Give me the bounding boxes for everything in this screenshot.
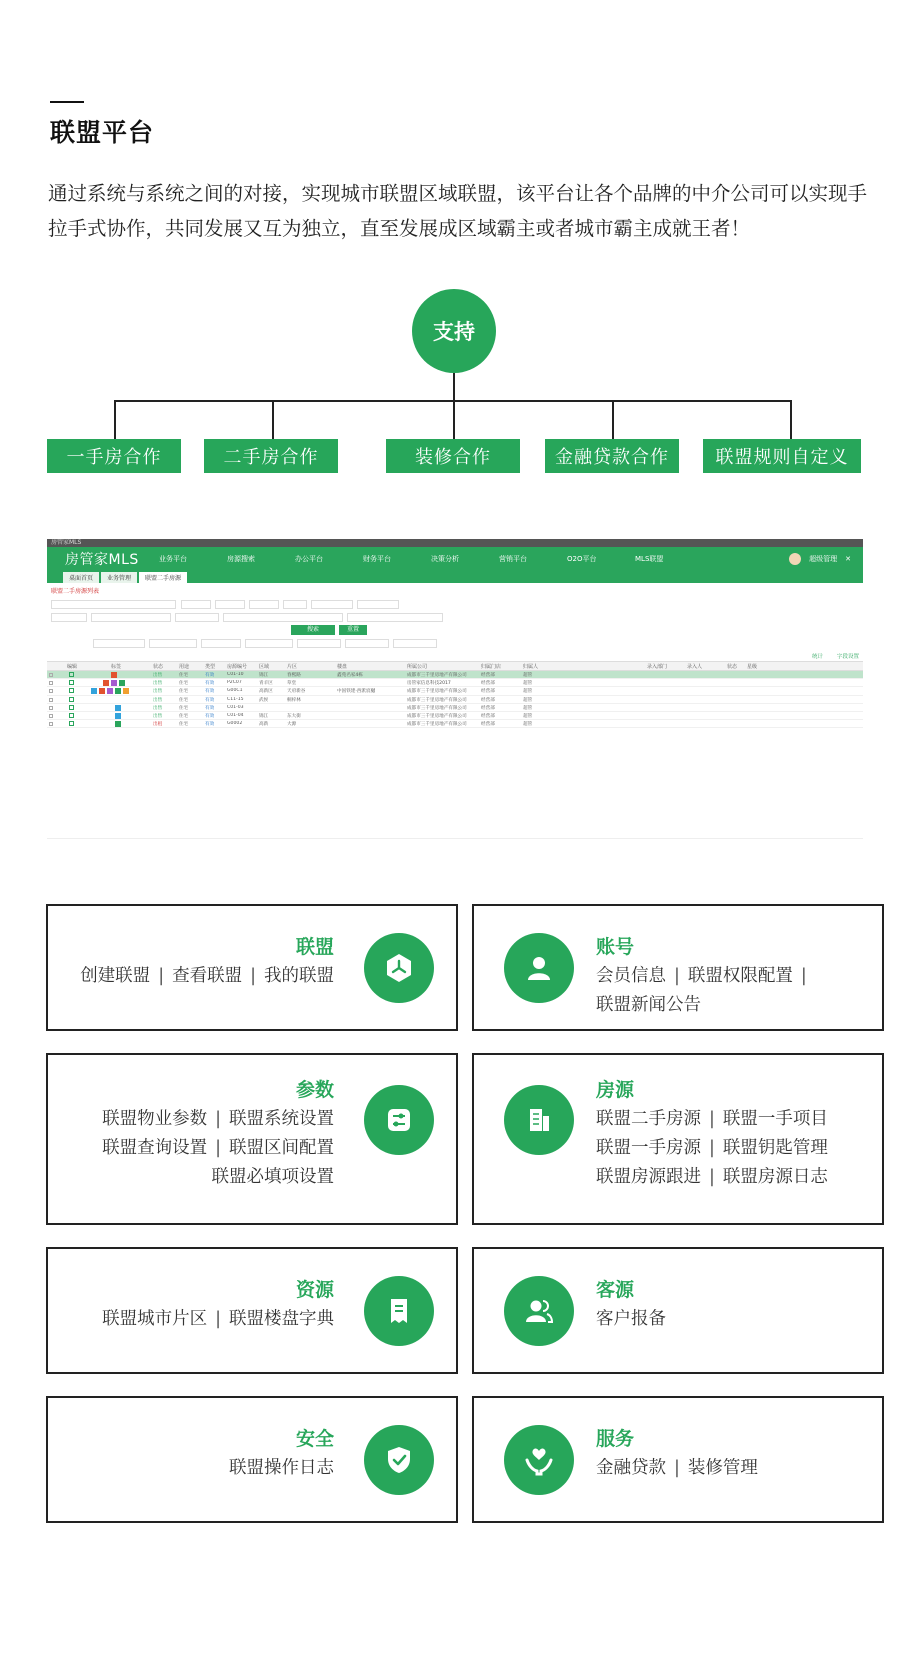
cell: 超管 (523, 689, 533, 695)
field-settings-link[interactable]: 字段设置 (836, 654, 859, 660)
cell: 经营部 (481, 713, 495, 719)
card-links: 创建联盟 | 查看联盟 | 我的联盟 (80, 966, 334, 986)
filter-field[interactable] (393, 639, 437, 648)
edit-icon[interactable] (69, 697, 74, 702)
card-title: 客源 (596, 1279, 635, 1301)
cell: C11-15 (227, 696, 244, 702)
cell: 高新区 (259, 689, 273, 695)
cell: C01-04 (227, 712, 244, 718)
cell: 超管 (523, 673, 533, 678)
radio-group[interactable] (51, 626, 201, 635)
search-button[interactable]: 搜索 (291, 625, 335, 635)
card-title: 房源 (596, 1079, 635, 1101)
cell: 鑫苑名家4栋 (337, 673, 363, 678)
card-links: 联盟二手房源 | 联盟一手项目 联盟一手房源 | 联盟钥匙管理 联盟房源跟进 | 联盟房源日志 (596, 1109, 828, 1187)
cell: 住宅 (179, 681, 189, 687)
tag-badge (123, 688, 129, 694)
link[interactable]: 联盟房源日志 (722, 1167, 828, 1187)
card-links (229, 1454, 334, 1483)
cell: 出售 (153, 705, 163, 711)
tree-node-second-house: 二手房合作 (204, 439, 338, 473)
column-header[interactable]: 楼盘 (337, 664, 348, 670)
filter-select[interactable] (175, 613, 219, 622)
nav-item[interactable]: 办公平台 (295, 555, 323, 563)
table-body (47, 671, 863, 728)
cell: 有效 (205, 697, 215, 703)
filter-select[interactable] (311, 600, 353, 609)
card-parameters (46, 1053, 458, 1225)
column-header[interactable]: 归属门店 (481, 664, 502, 670)
filter-field[interactable] (297, 639, 341, 648)
filter-select[interactable] (347, 613, 443, 622)
app-screenshot (47, 539, 863, 839)
users-icon (504, 1276, 574, 1346)
link[interactable]: 联盟一手项目 (722, 1109, 828, 1129)
table-row[interactable] (47, 704, 863, 712)
filter-field[interactable] (181, 600, 211, 609)
cell: 高新 (259, 722, 269, 728)
link[interactable]: 联盟系统设置 (229, 1109, 334, 1129)
edit-icon[interactable] (69, 672, 74, 677)
link[interactable]: 查看联盟 (172, 966, 243, 986)
edit-icon[interactable] (69, 680, 74, 685)
link[interactable]: 联盟区间配置 (229, 1138, 334, 1158)
filter-field[interactable] (201, 639, 241, 648)
cell: 成都市三千里房地产有限公司 (407, 697, 467, 703)
tag-badge (111, 680, 117, 686)
cell: G00C1 (227, 688, 243, 694)
filter-select[interactable] (51, 613, 87, 622)
link[interactable]: 联盟必填项设置 (211, 1167, 334, 1187)
card-title: 服务 (596, 1428, 635, 1450)
cell: 经营部 (481, 722, 495, 728)
table-row[interactable] (47, 696, 863, 704)
table-toolbar (47, 650, 863, 661)
cell: 成都市三千里房地产有限公司 (407, 689, 467, 695)
column-header[interactable]: 类型 (205, 664, 216, 670)
tag-badge (99, 688, 105, 694)
cell: 经营部 (481, 697, 495, 703)
cell: 超管 (523, 697, 533, 703)
cell: 出售 (153, 681, 163, 687)
tree-node-decoration: 装修合作 (386, 439, 520, 473)
link[interactable]: 联盟物业参数 (102, 1109, 208, 1129)
link[interactable]: 联盟新闻公告 (596, 995, 701, 1015)
breadcrumb: 联盟二手房源列表 (51, 588, 100, 595)
cell: 超管 (523, 681, 533, 687)
cube-icon (364, 933, 434, 1003)
cell: 桐梓林 (287, 697, 301, 703)
tag-badge (107, 688, 113, 694)
cell: 有效 (205, 713, 215, 719)
filter-field[interactable] (245, 639, 293, 648)
link[interactable]: 金融贷款 (596, 1458, 666, 1478)
card-account (472, 904, 884, 1031)
tree-node-finance: 金融贷款合作 (545, 439, 679, 473)
tag-badge (115, 688, 121, 694)
column-header[interactable]: 所属公司 (407, 664, 428, 670)
cell: 出售 (153, 713, 163, 719)
user-name: 超级管理 (809, 555, 838, 563)
page-description: 通过系统与系统之间的对接，实现城市联盟区域联盟，该平台让各个品牌的中介公司可以实现手拉手式协作，共同发展又互为独立，直至发展成区域霸主或者城市霸主成就王者！ (48, 182, 868, 240)
cell: 经营部 (481, 689, 495, 695)
edit-icon[interactable] (69, 721, 74, 726)
cell: 经营部 (481, 705, 495, 711)
filter-row (47, 611, 863, 624)
tag-badge (103, 680, 109, 686)
row-checkbox[interactable] (49, 673, 53, 677)
cell: 天府新谷 (287, 689, 306, 695)
cell: 成都市三千里房地产有限公司 (407, 673, 467, 678)
column-header[interactable]: 区域 (259, 664, 270, 670)
column-header[interactable]: 状态 (727, 664, 738, 670)
column-header[interactable]: 编辑 (67, 664, 78, 670)
building-icon (504, 1085, 574, 1155)
cell: 住宅 (179, 697, 189, 703)
table-row[interactable] (47, 679, 863, 687)
card-links: 联盟物业参数 | 联盟系统设置 联盟查询设置 | 联盟区间配置 联盟必填项设置 (102, 1109, 334, 1187)
tab-business[interactable]: 业务管理 (101, 572, 137, 583)
edit-icon[interactable] (69, 713, 74, 718)
cell: 有效 (205, 673, 215, 678)
tag-badge (115, 713, 121, 719)
table-header (47, 661, 863, 671)
link[interactable]: 联盟一手房源 (596, 1138, 701, 1158)
nav-item[interactable]: 业务平台 (159, 555, 187, 563)
nav-item[interactable]: O2O平台 (567, 555, 597, 563)
card-links: 金融贷款 | 装修管理 (596, 1458, 758, 1478)
column-header[interactable]: 星级 (747, 664, 758, 670)
row-checkbox[interactable] (49, 722, 53, 726)
cell: 出租 (153, 722, 163, 728)
row-checkbox[interactable] (49, 706, 53, 710)
card-title: 参数 (295, 1079, 334, 1101)
card-alliance (46, 904, 458, 1031)
card-security (46, 1396, 458, 1523)
link[interactable]: 联盟楼盘字典 (229, 1309, 334, 1329)
cell: 住宅 (179, 705, 189, 711)
cell: 有效 (205, 681, 215, 687)
tag-badge (115, 721, 121, 727)
column-header[interactable]: 用途 (179, 664, 190, 670)
avatar (789, 553, 801, 565)
cell: 成都市三千里房地产有限公司 (407, 705, 467, 711)
filter-field[interactable] (345, 639, 389, 648)
date-range[interactable] (91, 613, 171, 622)
link[interactable]: 客户报备 (596, 1309, 666, 1329)
card-resources (46, 1247, 458, 1374)
cell: 住宅 (179, 713, 189, 719)
cell: 有效 (205, 722, 215, 728)
link[interactable]: 联盟查询设置 (102, 1138, 208, 1158)
edit-icon[interactable] (69, 705, 74, 710)
column-header[interactable]: 录入部门 (647, 664, 668, 670)
edit-icon[interactable] (69, 688, 74, 693)
app-nav (159, 554, 703, 564)
app-window-title: 房管家MLS (47, 539, 863, 547)
tag-badge (111, 672, 117, 678)
card-title: 资源 (295, 1279, 334, 1301)
cell: 出售 (153, 673, 163, 678)
filter-select[interactable] (357, 600, 399, 609)
tag-badge (119, 680, 125, 686)
cell: 住宅 (179, 689, 189, 695)
filter-row (47, 624, 863, 637)
reset-button[interactable]: 重置 (339, 625, 367, 635)
link[interactable]: 联盟房源跟进 (596, 1167, 701, 1187)
row-checkbox[interactable] (49, 714, 53, 718)
cell: 出售 (153, 697, 163, 703)
card-title: 联盟 (295, 936, 334, 958)
heart-hand-icon (504, 1425, 574, 1495)
cell: 东大街 (287, 713, 301, 719)
link[interactable]: 联盟钥匙管理 (722, 1138, 828, 1158)
cell: 成都市三千里房地产有限公司 (407, 713, 467, 719)
table-row[interactable] (47, 687, 863, 695)
app-header (47, 547, 863, 571)
link[interactable]: 联盟城市片区 (102, 1309, 208, 1329)
app-logo: 房管家MLS (65, 552, 139, 568)
cell: 住宅 (179, 673, 189, 678)
search-input[interactable] (51, 600, 176, 609)
card-links: 联盟城市片区 | 联盟楼盘字典 (102, 1309, 334, 1329)
cell: 经营部 (481, 681, 495, 687)
card-title: 安全 (295, 1428, 334, 1450)
tag-badge (115, 705, 121, 711)
link[interactable]: 联盟操作日志 (229, 1458, 334, 1478)
card-links: 会员信息 | 联盟权限配置 | 联盟新闻公告 (596, 966, 807, 1015)
tag-badge (91, 688, 97, 694)
link[interactable]: 创建联盟 (80, 966, 151, 986)
row-checkbox[interactable] (49, 689, 53, 693)
nav-item[interactable]: 决策分析 (431, 555, 459, 563)
cell: 中国铁建·西派宸樾 (337, 689, 376, 695)
title-rule (50, 101, 84, 103)
page-title: 联盟平台 (50, 118, 155, 147)
tree-root-node: 支持 (412, 289, 496, 373)
nav-item[interactable]: 财务平台 (363, 555, 391, 563)
user-icon (504, 933, 574, 1003)
cell: 春熙路 (287, 673, 301, 678)
tree-node-custom-rules: 联盟规则自定义 (703, 439, 861, 473)
column-header[interactable]: 状态 (153, 664, 164, 670)
link[interactable]: 联盟权限配置 (687, 966, 793, 986)
card-services (472, 1396, 884, 1523)
close-icon[interactable]: ✕ (845, 555, 851, 563)
tree-node-new-house: 一手房合作 (47, 439, 181, 473)
table-row[interactable] (47, 671, 863, 679)
cell: 锦江 (259, 673, 269, 678)
sliders-icon (364, 1085, 434, 1155)
shield-icon (364, 1425, 434, 1495)
cell: 经营部 (481, 673, 495, 678)
table-row[interactable] (47, 712, 863, 720)
cell: 草堂 (287, 681, 297, 687)
app-tabs (47, 571, 863, 583)
cell: 锦江 (259, 713, 269, 719)
cell: 青羊区 (259, 681, 273, 687)
card-links (596, 1305, 666, 1334)
card-clients (472, 1247, 884, 1374)
filter-select[interactable] (283, 600, 307, 609)
link[interactable]: 联盟二手房源 (596, 1109, 701, 1129)
cell: 成都市三千里房地产有限公司 (407, 722, 467, 728)
tab-home[interactable]: 桌面首页 (63, 572, 99, 583)
cell: 超管 (523, 713, 533, 719)
app-user[interactable] (789, 553, 851, 565)
column-header[interactable]: 片区 (287, 664, 298, 670)
tab-alliance-listings[interactable]: 联盟二手房源 (139, 572, 187, 583)
nav-item[interactable]: 营销平台 (499, 555, 527, 563)
card-listings (472, 1053, 884, 1225)
table-row[interactable] (47, 720, 863, 728)
cell: 武侯 (259, 697, 269, 703)
nav-item[interactable]: 房源搜索 (227, 555, 255, 563)
cell: C01-03 (227, 704, 244, 710)
link[interactable]: 装修管理 (687, 1458, 758, 1478)
cell: 有效 (205, 689, 215, 695)
filter-row (47, 598, 863, 611)
card-title: 账号 (596, 936, 635, 958)
filter-select[interactable] (93, 639, 145, 648)
cell: 房管家信息科技2017 (407, 681, 451, 687)
filter-field[interactable] (249, 600, 279, 609)
cell: 有效 (205, 705, 215, 711)
link[interactable]: 我的联盟 (264, 966, 334, 986)
filter-field[interactable] (149, 639, 197, 648)
stats-link[interactable]: 统计 (811, 654, 823, 660)
column-header[interactable]: 录入人 (687, 664, 703, 670)
cell: G0002 (227, 721, 243, 727)
column-header[interactable]: 标签 (111, 664, 122, 670)
receipt-icon (364, 1276, 434, 1346)
link[interactable]: 会员信息 (596, 966, 666, 986)
cell: 超管 (523, 722, 533, 728)
nav-item[interactable]: MLS联盟 (635, 555, 664, 563)
column-header[interactable]: 归属人 (523, 664, 539, 670)
filter-select[interactable] (223, 613, 343, 622)
cell: P2C07 (227, 680, 242, 686)
cell: 出售 (153, 689, 163, 695)
cell: 超管 (523, 705, 533, 711)
cell: 住宅 (179, 722, 189, 728)
filter-row (47, 637, 863, 650)
cell: 大源 (287, 722, 297, 728)
column-header[interactable]: 房源编号 (227, 664, 248, 670)
row-checkbox[interactable] (49, 681, 53, 685)
cell: C01-10 (227, 672, 244, 677)
row-checkbox[interactable] (49, 698, 53, 702)
filter-field[interactable] (215, 600, 245, 609)
